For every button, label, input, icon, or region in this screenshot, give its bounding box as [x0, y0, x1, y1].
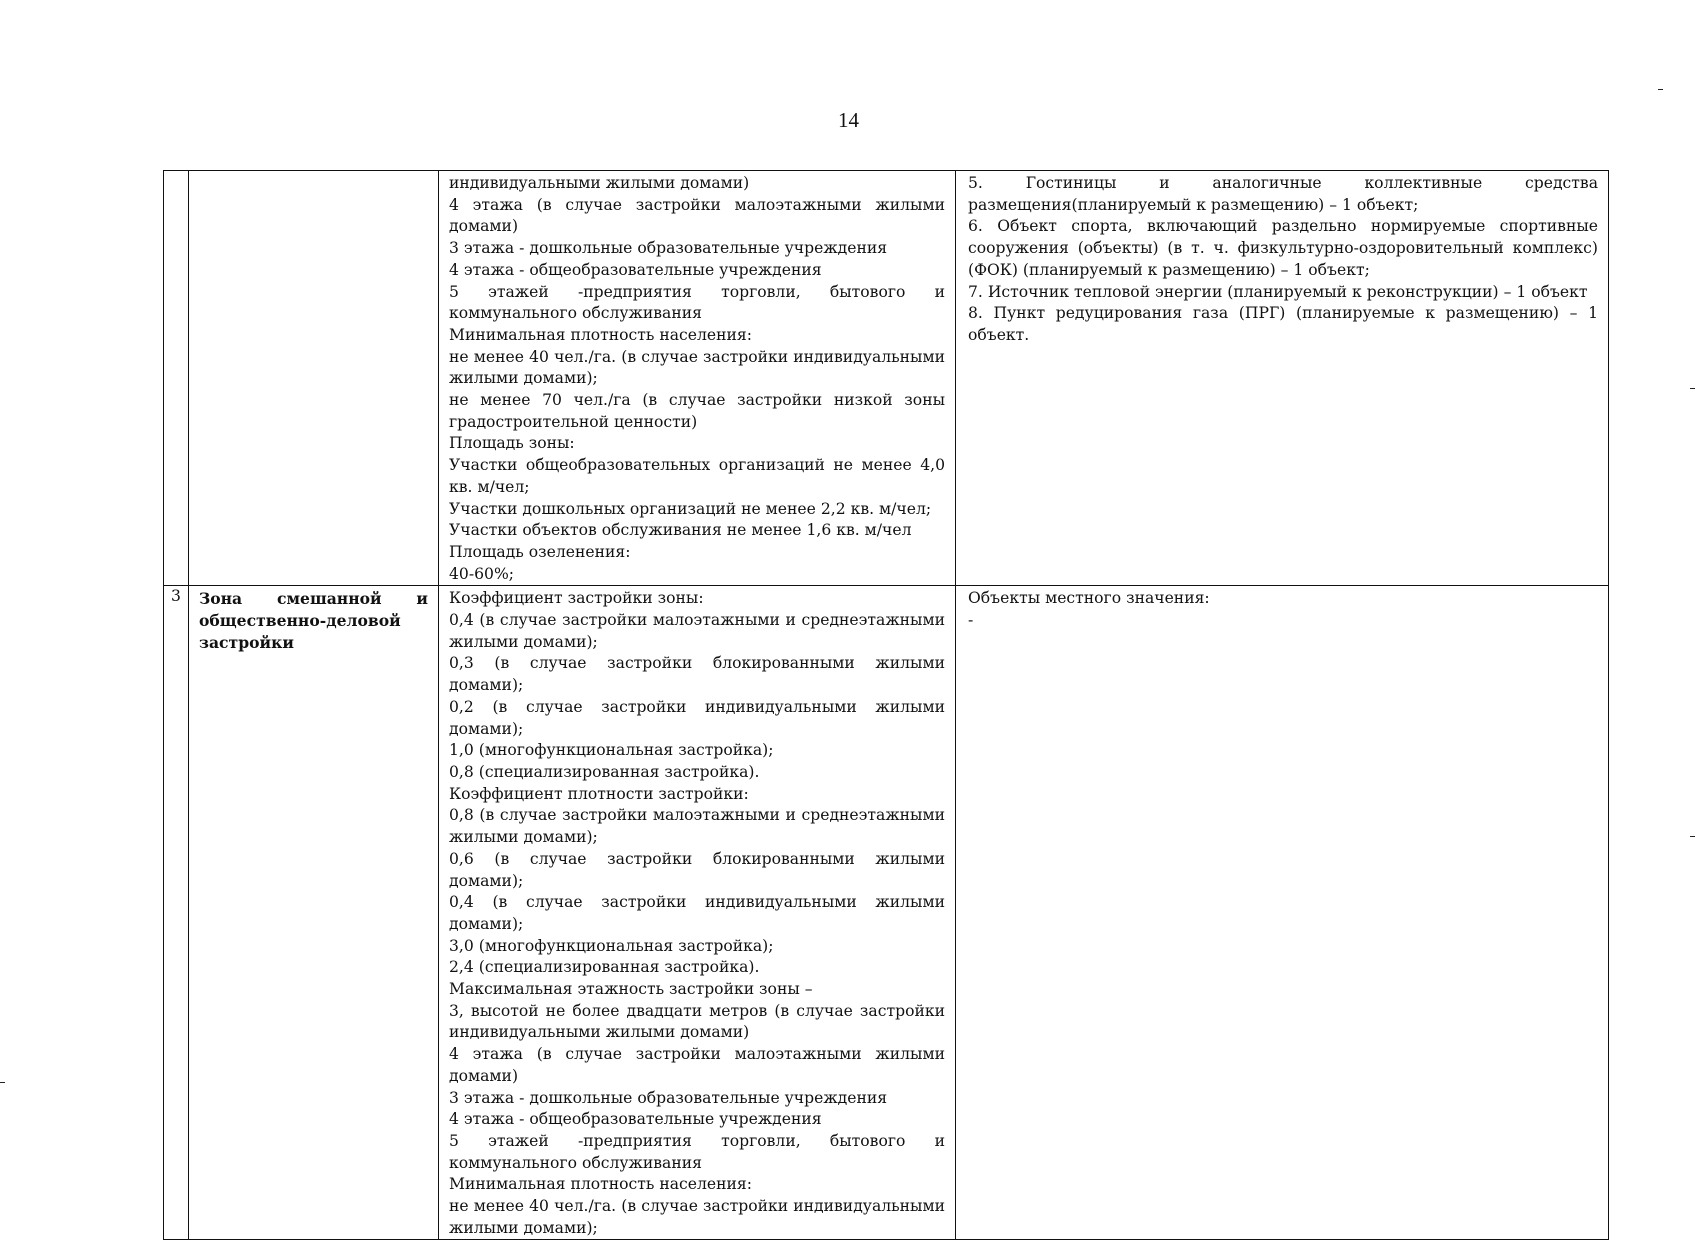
- parameter-line: Коэффициент плотности застройки:: [449, 784, 749, 803]
- parameter-line: 4 этажа - общеобразовательные учреждения: [449, 1110, 822, 1129]
- parameter-line: Участки дошкольных организаций не менее 2,2 кв. м/чел;: [449, 499, 932, 518]
- parameter-line: Минимальная плотность населения:: [449, 325, 753, 344]
- parameter-line: 0,6 (в случае застройки блокированными жилыми домами);: [449, 849, 945, 890]
- object-item: 7. Источник тепловой энергии (планируемый к реконструкции) – 1 объект: [968, 282, 1588, 301]
- parameter-line: 1,0 (многофункциональная застройка);: [449, 741, 774, 760]
- parameter-line: 5 этажей -предприятия торговли, бытового и коммунального обслуживания: [449, 282, 945, 323]
- parameter-line: 4 этажа (в случае застройки малоэтажными жилыми домами): [449, 1045, 945, 1085]
- parameter-line: 2,4 (специализированная застройка).: [449, 958, 760, 977]
- row-number: 3: [164, 586, 189, 1240]
- zone-name: Зона смешанной и общественно-деловой застройки: [199, 589, 428, 652]
- scan-edge-mark: [1658, 89, 1663, 90]
- scan-edge-mark: [1690, 836, 1695, 837]
- zone-name-cell: [189, 586, 439, 1240]
- parameter-line: не менее 40 чел./га. (в случае застройки индивидуальными жилыми домами);: [449, 1197, 945, 1237]
- object-item: Объекты местного значения:: [968, 589, 1210, 608]
- object-item: -: [968, 611, 974, 630]
- parameter-line: 40-60%;: [449, 564, 515, 583]
- object-item: 5. Гостиницы и аналогичные коллективные средства размещения(планируемый к размещению) – 1 объект;: [968, 174, 1598, 214]
- parameter-line: Площадь зоны:: [449, 434, 575, 453]
- parameter-line: 3,0 (многофункциональная застройка);: [449, 936, 774, 955]
- parameter-line: 0,2 (в случае застройки индивидуальными жилыми домами);: [449, 697, 945, 738]
- parameter-line: индивидуальными жилыми домами): [449, 174, 750, 192]
- parameter-line: 4 этажа (в случае застройки малоэтажными жилыми домами): [449, 195, 945, 236]
- scan-edge-mark: [1690, 388, 1695, 389]
- objects-cell: [956, 171, 1609, 586]
- parameter-line: 3 этажа - дошкольные образовательные учреждения: [449, 1088, 888, 1107]
- parameter-line: не менее 70 чел./га (в случае застройки низкой зоны градостроительной ценности): [449, 391, 945, 431]
- parameter-line: 3 этажа - дошкольные образовательные учреждения: [449, 239, 888, 258]
- parameter-line: 3, высотой не более двадцати метров (в случае застройки индивидуальными жилыми домами): [449, 1001, 945, 1042]
- parameter-line: 0,8 (специализированная застройка).: [449, 762, 760, 781]
- parameter-line: Участки объектов обслуживания не менее 1,6 кв. м/чел: [449, 521, 912, 540]
- parameter-line: Площадь озеленения:: [449, 542, 631, 561]
- page-number: 14: [838, 108, 859, 132]
- parameter-line: 5 этажей -предприятия торговли, бытового и коммунального обслуживания: [449, 1131, 945, 1172]
- zoning-table: [163, 170, 1609, 1240]
- table-row: [164, 171, 1609, 586]
- object-item: 6. Объект спорта, включающий раздельно нормируемые спортивные сооружения (объекты) (в т. ч. физкультурно-оздоровительный комплекс) (ФОК) (планируемый к размещению) – 1 объект;: [968, 217, 1598, 279]
- parameter-line: 0,8 (в случае застройки малоэтажными и среднеэтажными жилыми домами);: [449, 806, 945, 847]
- parameter-line: 0,3 (в случае застройки блокированными жилыми домами);: [449, 654, 945, 695]
- zone-name-cell: [189, 171, 439, 586]
- row-number: [164, 171, 189, 586]
- parameter-line: Участки общеобразовательных организаций не менее 4,0 кв. м/чел;: [449, 456, 945, 496]
- parameter-line: не менее 40 чел./га. (в случае застройки индивидуальными жилыми домами);: [449, 347, 945, 388]
- parameter-line: Максимальная этажность застройки зоны –: [449, 980, 813, 999]
- parameter-line: 4 этажа - общеобразовательные учреждения: [449, 260, 822, 279]
- parameter-line: 0,4 (в случае застройки малоэтажными и среднеэтажными жилыми домами);: [449, 611, 945, 651]
- zone-parameters-cell: [439, 171, 956, 586]
- objects-cell: [956, 586, 1609, 1240]
- parameter-line: 0,4 (в случае застройки индивидуальными жилыми домами);: [449, 893, 945, 933]
- parameter-line: Минимальная плотность населения:: [449, 1175, 753, 1194]
- scan-edge-mark: [0, 1082, 5, 1083]
- table-row: [164, 586, 1609, 1240]
- zone-parameters-cell: [439, 586, 956, 1240]
- object-item: 8. Пункт редуцирования газа (ПРГ) (планируемые к размещению) – 1 объект.: [968, 304, 1598, 344]
- parameter-line: Коэффициент застройки зоны:: [449, 589, 704, 608]
